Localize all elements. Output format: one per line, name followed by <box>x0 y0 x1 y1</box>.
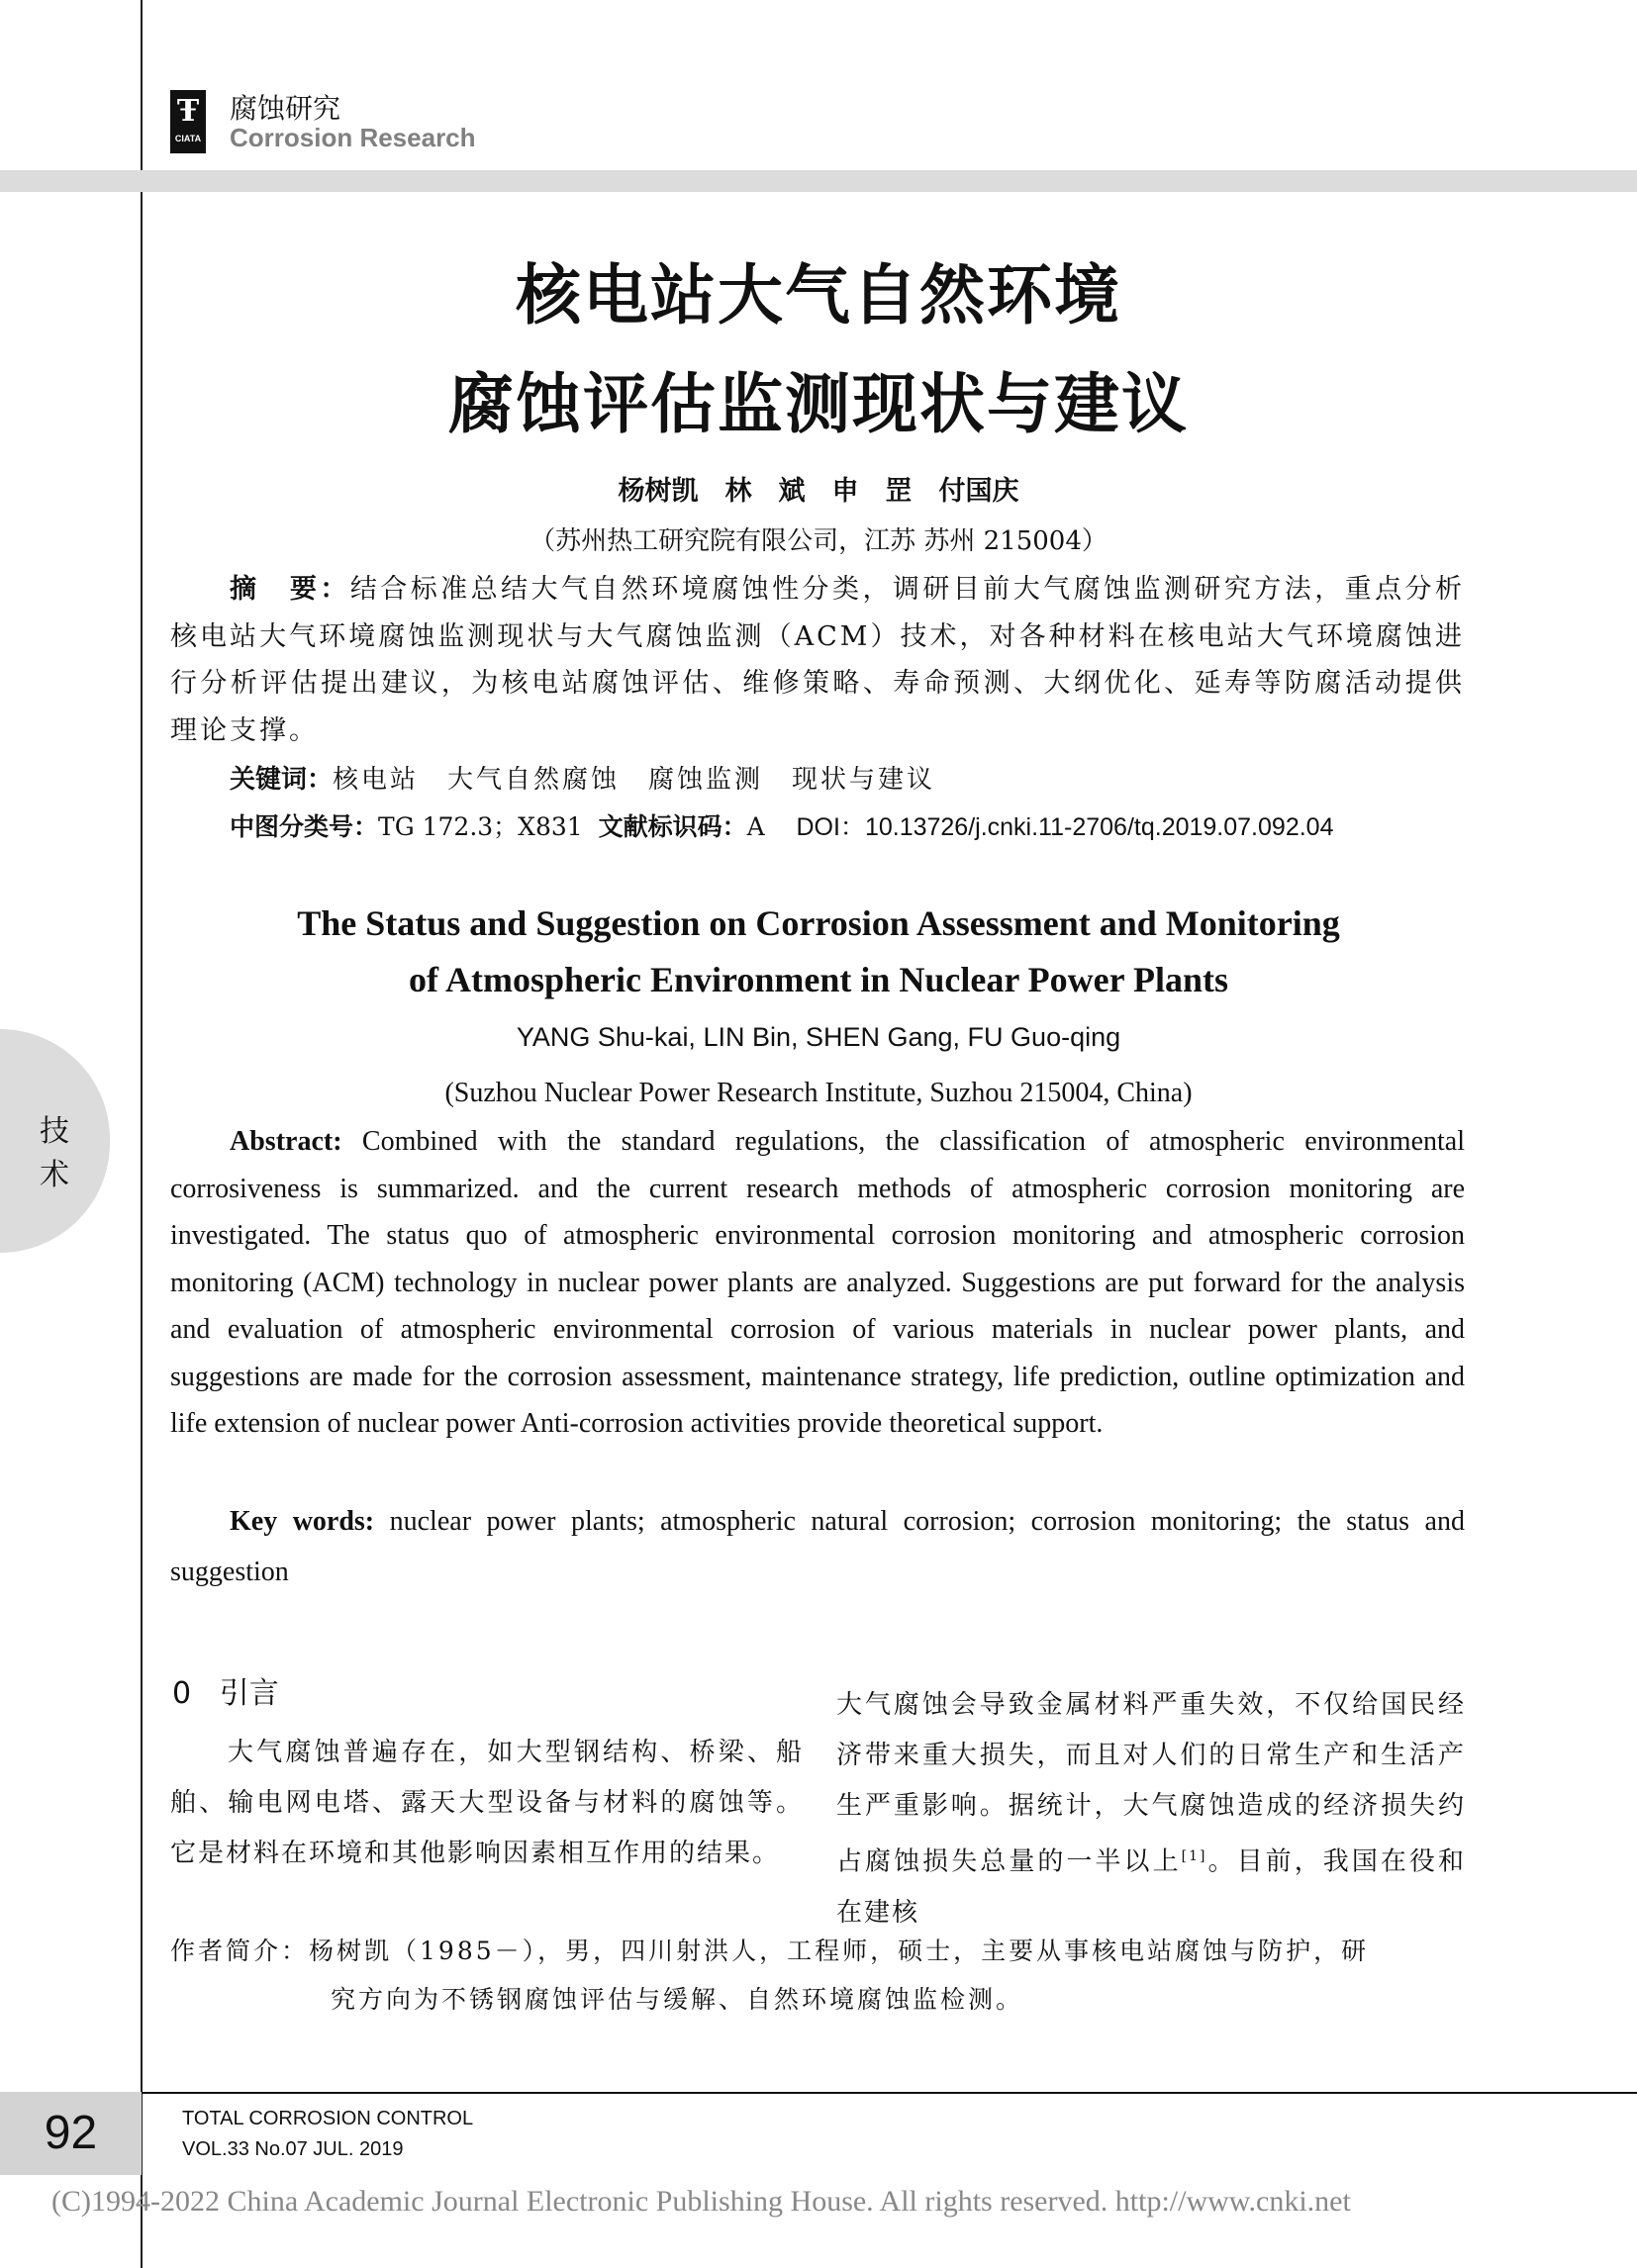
keywords-cn-label: 关键词： <box>230 765 334 795</box>
abstract-cn-text: 结合标准总结大气自然环境腐蚀性分类，调研目前大气腐蚀监测研究方法，重点分析核电站大气环境腐蚀监测现状与大气腐蚀监测（ACM）技术，对各种材料在核电站大气环境腐蚀进行分析评估提出建议，为核电站腐蚀评估、维修策略、寿命预测、大纲优化、延寿等防腐活动提供理论支撑。 <box>170 574 1466 746</box>
logo-emblem-icon: Ŧ <box>176 94 200 129</box>
citation-ref[interactable]: [1] <box>1181 1848 1207 1864</box>
body-right-column <box>836 1680 1466 1938</box>
clc-label: 中图分类号： <box>230 812 379 841</box>
abstract-en <box>170 1118 1465 1448</box>
title-en-line1: The Status and Suggestion on Corrosion Assessment and Monitoring <box>297 903 1340 943</box>
body-right-text-cont: 。目前，我国在役和在建核 <box>836 1846 1466 1928</box>
title-en-line2: of Atmospheric Environment in Nuclear Power Plants <box>409 960 1228 999</box>
author-note-line2: 究方向为不锈钢腐蚀评估与缓解、自然环境腐蚀监检测。 <box>331 1985 1024 2014</box>
margin-rule <box>141 0 143 2268</box>
keywords-en-label: Key words: <box>230 1506 375 1537</box>
journal-name-cn: 腐蚀研究 <box>230 92 341 125</box>
author-note-text1: 杨树凯（1985－），男，四川射洪人，工程师，硕士，主要从事核电站腐蚀与防护，研 <box>309 1937 1370 1965</box>
abstract-en-text: Combined with the standard regulations, the classification of atmospheric environmental corrosiveness is summarized. and the current research methods of atmospheric corrosion monitoring are investigated. The status quo of atmospheric environmental corrosion monitoring and atmospheric corrosion monitoring (ACM) technology in nuclear power plants are analyzed. Suggestions are put forward for the analysis and evaluation of atmospheric environmental corrosion of various materials in nuclear power plants, and suggestions are made for the corrosion assessment, maintenance strategy, life prediction, outline optimization and life extension of nuclear power Anti-corrosion activities provide theoretical support. <box>170 1126 1465 1439</box>
authors-cn: 杨树凯 林 斌 申 罡 付国庆 <box>618 476 1019 507</box>
logo-text: CIATA <box>174 134 202 143</box>
abstract-en-label: Abstract: <box>230 1126 342 1157</box>
keywords-cn <box>230 759 1465 796</box>
keywords-en-text: nuclear power plants; atmospheric natural corrosion; corrosion monitoring; the status and suggestion <box>170 1506 1465 1587</box>
copyright-notice: (C)1994-2022 China Academic Journal Electronic Publishing House. All rights reserved. http://www.cnki.net <box>51 2185 1351 2218</box>
ciata-logo <box>170 90 206 153</box>
doi-value: 10.13726/j.cnki.11-2706/tq.2019.07.092.04 <box>864 813 1334 841</box>
keywords-en <box>170 1496 1465 1597</box>
affiliation-en: (Suzhou Nuclear Power Research Institute, Suzhou 215004, China) <box>444 1078 1193 1108</box>
section-number: 0 <box>172 1676 192 1711</box>
title-cn-line2: 腐蚀评估监测现状与建议 <box>448 366 1189 442</box>
page-number: 92 <box>0 2092 142 2175</box>
author-note-label: 作者简介： <box>170 1937 310 1965</box>
body-left-column: 大气腐蚀普遍存在，如大型钢结构、桥梁、船舶、输电网电塔、露天大型设备与材料的腐蚀等。它是材料在环境和其他影响因素相互作用的结果。 <box>170 1738 804 1868</box>
keywords-cn-text: 核电站 大气自然腐蚀 腐蚀监测 现状与建议 <box>333 765 936 795</box>
affiliation-cn: （苏州热工研究院有限公司，江苏 苏州 215004） <box>530 526 1107 556</box>
abstract-cn-label: 摘 要： <box>230 574 350 605</box>
section-title: 引言 <box>219 1676 279 1711</box>
footer-journal: TOTAL CORROSION CONTROL <box>182 2108 474 2129</box>
clc-value: TG 172.3；X831 <box>378 812 583 841</box>
side-tab-char2: 术 <box>40 1158 69 1192</box>
doc-code-value: A <box>746 812 765 841</box>
footer-issue: VOL.33 No.07 JUL. 2019 <box>182 2138 404 2160</box>
section-heading <box>172 1668 279 1712</box>
header-band <box>0 170 1637 192</box>
footer-rule <box>142 2092 1637 2094</box>
journal-name-en: Corrosion Research <box>230 123 476 152</box>
author-note-line1 <box>170 1932 1467 1967</box>
doc-code-label: 文献标识码： <box>598 812 747 841</box>
abstract-cn <box>170 566 1465 754</box>
body-right-text: 大气腐蚀会导致金属材料严重失效，不仅给国民经济带来重大损失，而且对人们的日常生产和生活产生严重影响。据统计，大气腐蚀造成的经济损失约占腐蚀损失总量的一半以上 <box>836 1690 1466 1877</box>
doi-label: DOI： <box>796 813 865 841</box>
title-cn-line1: 核电站大气自然环境 <box>516 257 1121 333</box>
side-tab-char1: 技 <box>40 1114 69 1149</box>
classification-line <box>230 807 1465 843</box>
authors-en: YANG Shu-kai, LIN Bin, SHEN Gang, FU Guo-qing <box>516 1022 1121 1052</box>
